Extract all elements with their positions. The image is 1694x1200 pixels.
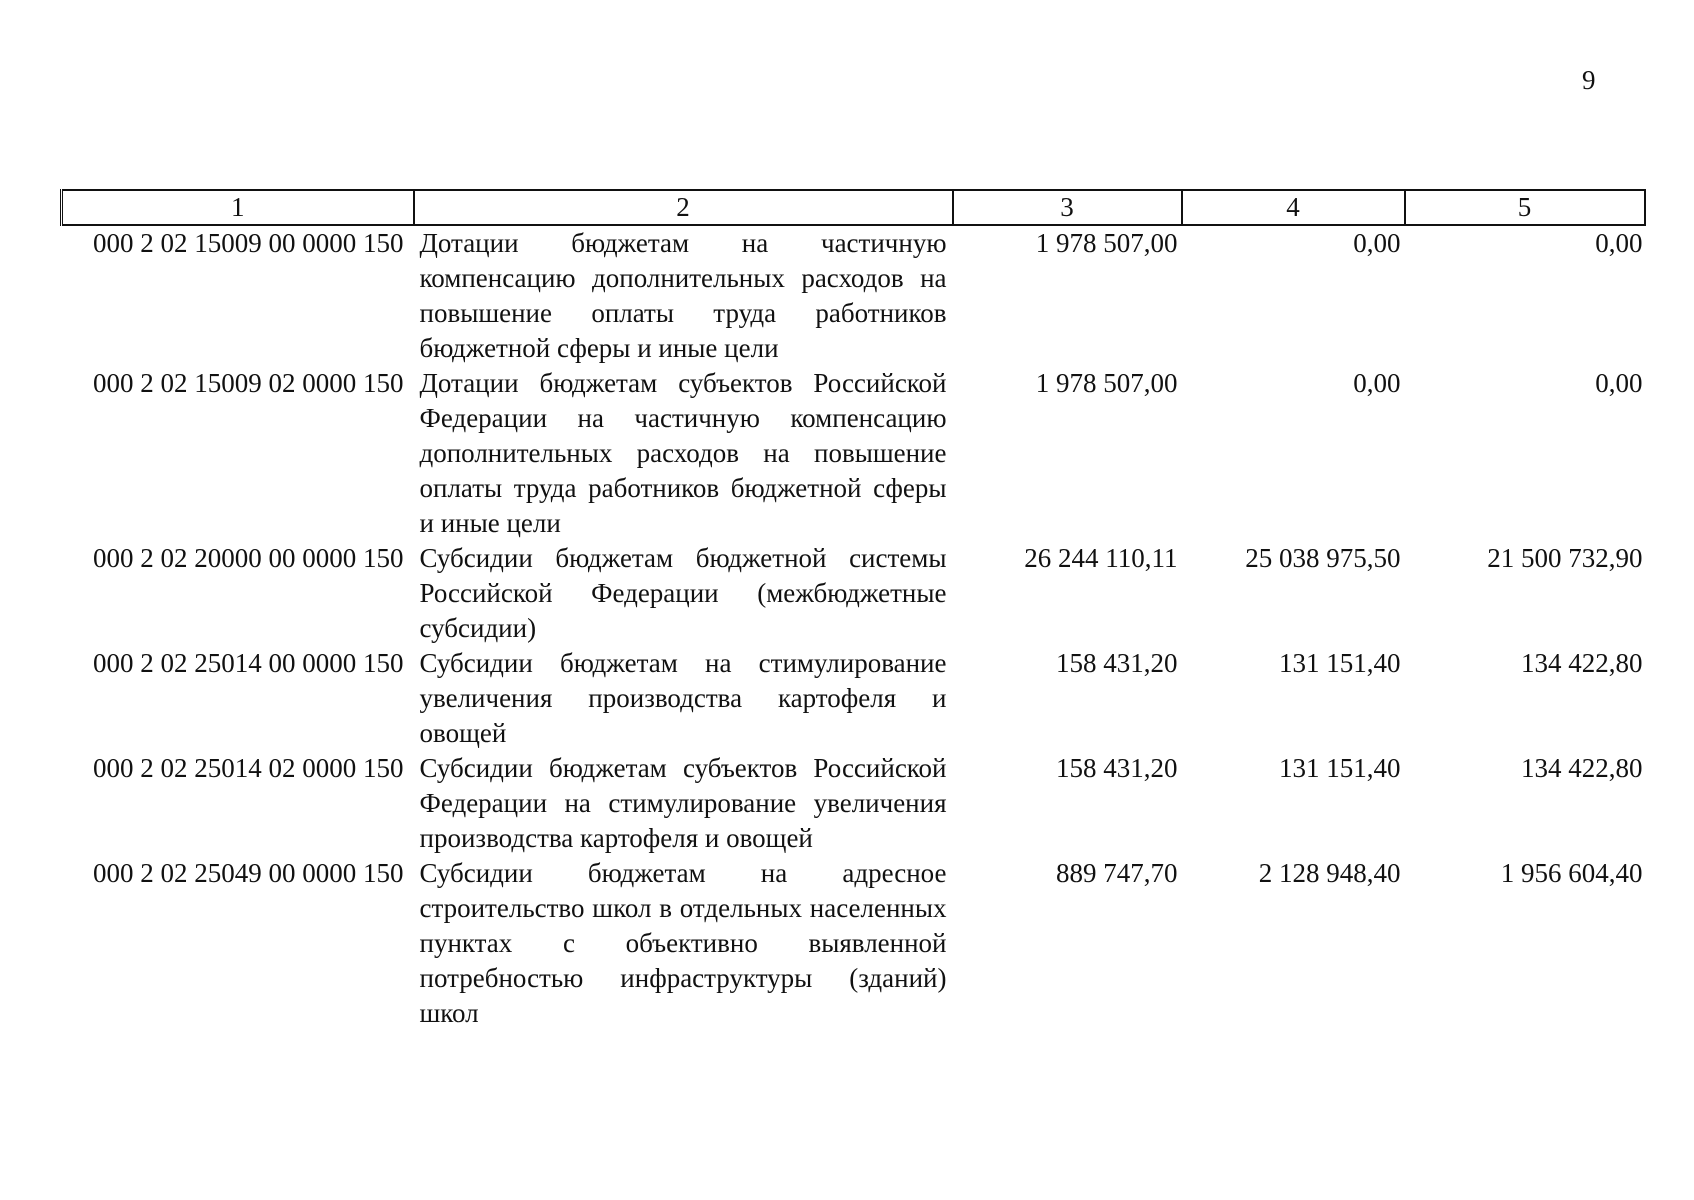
amount-col3: 26 244 110,11	[1024, 543, 1178, 573]
table-row	[62, 751, 1645, 856]
amount-col3: 1 978 507,00	[1035, 368, 1178, 398]
amount-col3: 889 747,70	[1056, 858, 1178, 888]
page-number: 9	[1582, 65, 1596, 95]
budget-code: 000 2 02 15009 00 0000 150	[93, 228, 404, 258]
item-name: Дотации бюджетам субъектов Российской Федерации на частичную компенсацию дополнительных расходов на повышение оплаты труда работников бюджетной сферы и иные цели	[419, 368, 947, 538]
budget-code: 000 2 02 25014 00 0000 150	[93, 648, 404, 678]
table-header	[62, 190, 1645, 225]
column-header-2: 2	[414, 190, 953, 225]
table-row	[62, 541, 1645, 646]
column-header-1: 1	[62, 190, 414, 225]
table-row	[62, 366, 1645, 541]
item-name: Субсидии бюджетам бюджетной системы Российской Федерации (межбюджетные субсидии)	[419, 543, 947, 643]
amount-col4: 2 128 948,40	[1258, 858, 1401, 888]
budget-table	[60, 189, 1646, 1031]
item-name: Дотации бюджетам на частичную компенсацию дополнительных расходов на повышение оплаты труда работников бюджетной сферы и иные цели	[419, 228, 947, 363]
table-row	[62, 646, 1645, 751]
amount-col3: 1 978 507,00	[1035, 228, 1178, 258]
item-name: Субсидии бюджетам субъектов Российской Федерации на стимулирование увеличения производства картофеля и овощей	[419, 753, 947, 853]
amount-col3: 158 431,20	[1056, 648, 1178, 678]
budget-code: 000 2 02 15009 02 0000 150	[93, 368, 404, 398]
column-header-4: 4	[1182, 190, 1405, 225]
column-header-3: 3	[953, 190, 1182, 225]
item-name: Субсидии бюджетам на стимулирование увеличения производства картофеля и овощей	[419, 648, 947, 748]
amount-col4: 131 151,40	[1279, 753, 1401, 783]
item-name: Субсидии бюджетам на адресное строительство школ в отдельных населенных пунктах с объективно выявленной потребностью инфраструктуры (зданий) школ	[419, 858, 947, 1028]
amount-col5: 21 500 732,90	[1487, 543, 1643, 573]
amount-col5: 134 422,80	[1521, 648, 1643, 678]
table-body	[62, 225, 1645, 1031]
amount-col4: 25 038 975,50	[1245, 543, 1401, 573]
budget-code: 000 2 02 25014 02 0000 150	[93, 753, 404, 783]
amount-col4: 131 151,40	[1279, 648, 1401, 678]
amount-col5: 0,00	[1595, 368, 1643, 398]
amount-col3: 158 431,20	[1056, 753, 1178, 783]
header-row	[62, 190, 1645, 225]
amount-col4: 0,00	[1353, 228, 1401, 258]
amount-col5: 0,00	[1595, 228, 1643, 258]
budget-code: 000 2 02 25049 00 0000 150	[93, 858, 404, 888]
amount-col5: 134 422,80	[1521, 753, 1643, 783]
table-row	[62, 856, 1645, 1031]
table-row	[62, 225, 1645, 366]
column-header-5: 5	[1405, 190, 1645, 225]
amount-col5: 1 956 604,40	[1500, 858, 1643, 888]
budget-code: 000 2 02 20000 00 0000 150	[93, 543, 404, 573]
amount-col4: 0,00	[1353, 368, 1401, 398]
